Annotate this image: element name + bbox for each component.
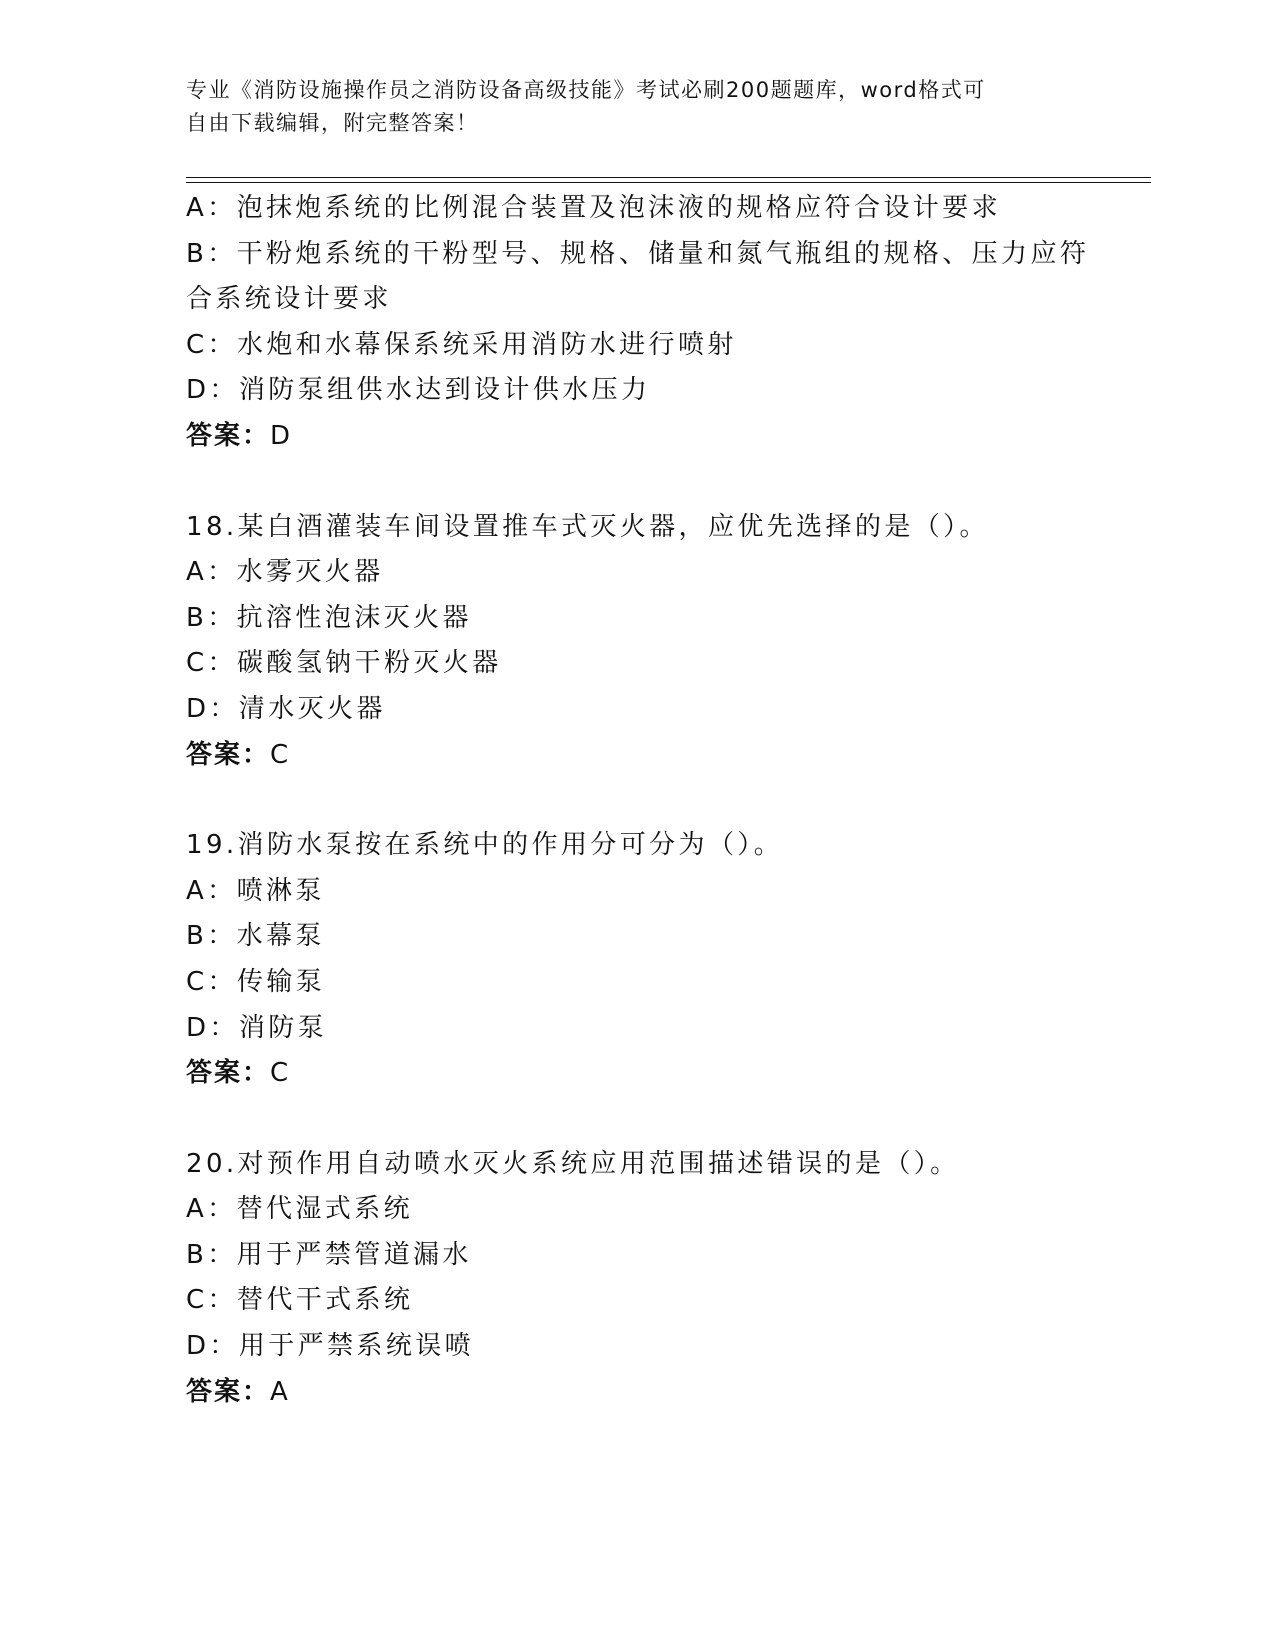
- header-line-1: 专业《消防设施操作员之消防设备高级技能》考试必刷200题题库，word格式可: [186, 78, 986, 102]
- answer-line: [186, 414, 1086, 460]
- answer-label: 答案：: [186, 1058, 271, 1089]
- option-d: D：消防泵组供水达到设计供水压力: [186, 375, 651, 406]
- answer-value: A: [270, 1376, 290, 1407]
- question-spacer: [186, 1097, 1086, 1142]
- option-d: D：消防泵: [186, 1012, 328, 1043]
- answer-line: [186, 733, 1086, 779]
- answer-label: 答案：: [186, 1376, 271, 1407]
- document-header: [186, 74, 1066, 140]
- question-stem: 19.消防水泵按在系统中的作用分可分为（）。: [186, 830, 784, 861]
- option-a: A：水雾灭火器: [186, 557, 384, 588]
- question-20: [186, 1142, 1086, 1416]
- option-c: C：碳酸氢钠干粉灭火器: [186, 648, 502, 679]
- option-b: B：水幕泵: [186, 921, 325, 952]
- option-a: A：泡抹炮系统的比例混合装置及泡沫液的规格应符合设计要求: [186, 193, 1001, 223]
- header-line-2: 自由下载编辑，附完整答案！: [186, 111, 479, 135]
- header-divider-bottom: [186, 182, 1151, 183]
- option-a: A：喷淋泵: [186, 875, 325, 906]
- question-list: [186, 186, 1090, 1415]
- answer-label: 答案：: [186, 739, 271, 770]
- option-c: C：传输泵: [186, 966, 326, 997]
- option-b: B：用于严禁管道漏水: [186, 1239, 472, 1270]
- option-c: C：替代干式系统: [186, 1285, 414, 1316]
- option-d: D：用于严禁系统误喷: [186, 1331, 475, 1362]
- answer-line: [186, 1370, 1086, 1416]
- option-a: A：替代湿式系统: [186, 1194, 413, 1225]
- question-stem: 18.某白酒灌装车间设置推车式灭火器，应优先选择的是（）。: [186, 511, 989, 542]
- option-b: B：干粉炮系统的干粉型号、规格、储量和氮气瓶组的规格、压力应符: [186, 238, 1090, 269]
- answer-value: C: [270, 739, 291, 770]
- question-spacer: [186, 778, 1086, 823]
- question-19: [186, 823, 1086, 1097]
- option-c: C：水炮和水幕保系统采用消防水进行喷射: [186, 329, 737, 360]
- answer-label: 答案：: [186, 420, 271, 451]
- option-b-continued: 合系统设计要求: [186, 284, 392, 315]
- answer-value: D: [270, 420, 293, 451]
- header-divider-top: [186, 177, 1151, 178]
- option-b: B：抗溶性泡沫灭火器: [186, 602, 472, 633]
- question-17-continued: [186, 186, 1090, 460]
- answer-line: [186, 1051, 1086, 1097]
- question-spacer: [186, 460, 1086, 505]
- question-stem: 20.对预作用自动喷水灭火系统应用范围描述错误的是（）。: [186, 1148, 960, 1179]
- option-d: D：清水灭火器: [186, 693, 386, 724]
- question-18: [186, 505, 1086, 779]
- answer-value: C: [270, 1058, 291, 1089]
